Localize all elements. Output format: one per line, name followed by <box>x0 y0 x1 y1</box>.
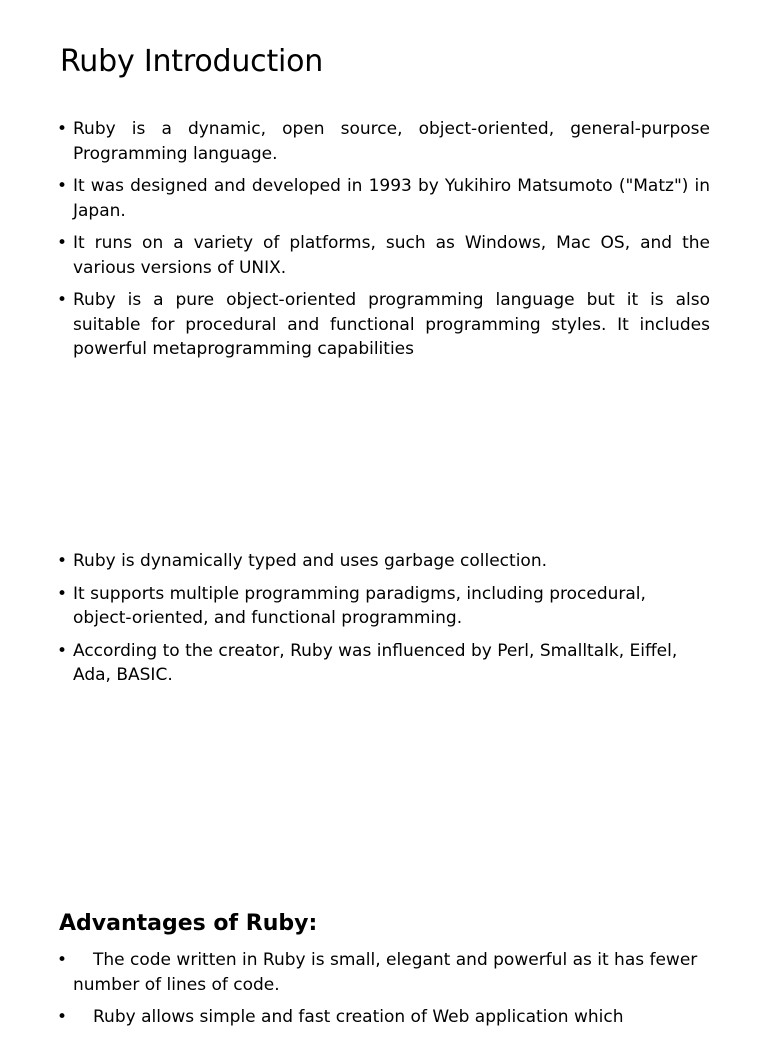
bullet-icon: • <box>57 583 68 604</box>
detail-bullet-list <box>57 549 710 696</box>
bullet-icon: • <box>57 1007 68 1027</box>
advantages-bullet-list <box>57 948 710 1038</box>
list-item <box>57 639 710 688</box>
list-item-text: It was designed and developed in 1993 by Yukihiro Matsumoto ("Matz") in Japan. <box>73 176 710 221</box>
list-item-text: Ruby is a pure object-oriented programming language but it is also suitable for procedural and functional programming styles. It includes powerful metaprogramming capabilities <box>73 290 710 359</box>
list-item <box>57 582 710 631</box>
list-item-text: Ruby allows simple and fast creation of Web application which <box>93 1007 624 1027</box>
list-item <box>57 174 710 223</box>
page-title: Ruby Introduction <box>60 44 324 79</box>
list-item-text: Ruby is dynamically typed and uses garbage collection. <box>73 551 547 571</box>
list-item-text: It runs on a variety of platforms, such as Windows, Mac OS, and the various versions of UNIX. <box>73 233 710 278</box>
advantages-heading: Advantages of Ruby: <box>59 911 318 936</box>
list-item <box>57 117 710 166</box>
list-item <box>57 549 710 574</box>
bullet-icon: • <box>57 950 68 970</box>
list-item-text: The code written in Ruby is small, elegant and powerful as it has fewer number of lines of code. <box>73 950 698 995</box>
list-item-text: Ruby is a dynamic, open source, object-oriented, general-purpose Programming language. <box>73 119 710 164</box>
list-item <box>57 948 710 997</box>
list-item <box>57 288 710 362</box>
bullet-icon: • <box>57 640 68 661</box>
bullet-icon: • <box>57 119 68 139</box>
intro-bullet-list <box>57 117 710 370</box>
list-item-text: According to the creator, Ruby was influenced by Perl, Smalltalk, Eiffel, Ada, BASIC. <box>73 640 678 685</box>
bullet-icon: • <box>57 551 68 571</box>
list-item-text: It supports multiple programming paradigms, including procedural, object-oriented, and functional programming. <box>73 583 646 628</box>
list-item <box>57 1005 710 1030</box>
bullet-icon: • <box>57 176 68 196</box>
bullet-icon: • <box>57 290 68 310</box>
bullet-icon: • <box>57 233 68 253</box>
list-item <box>57 231 710 280</box>
